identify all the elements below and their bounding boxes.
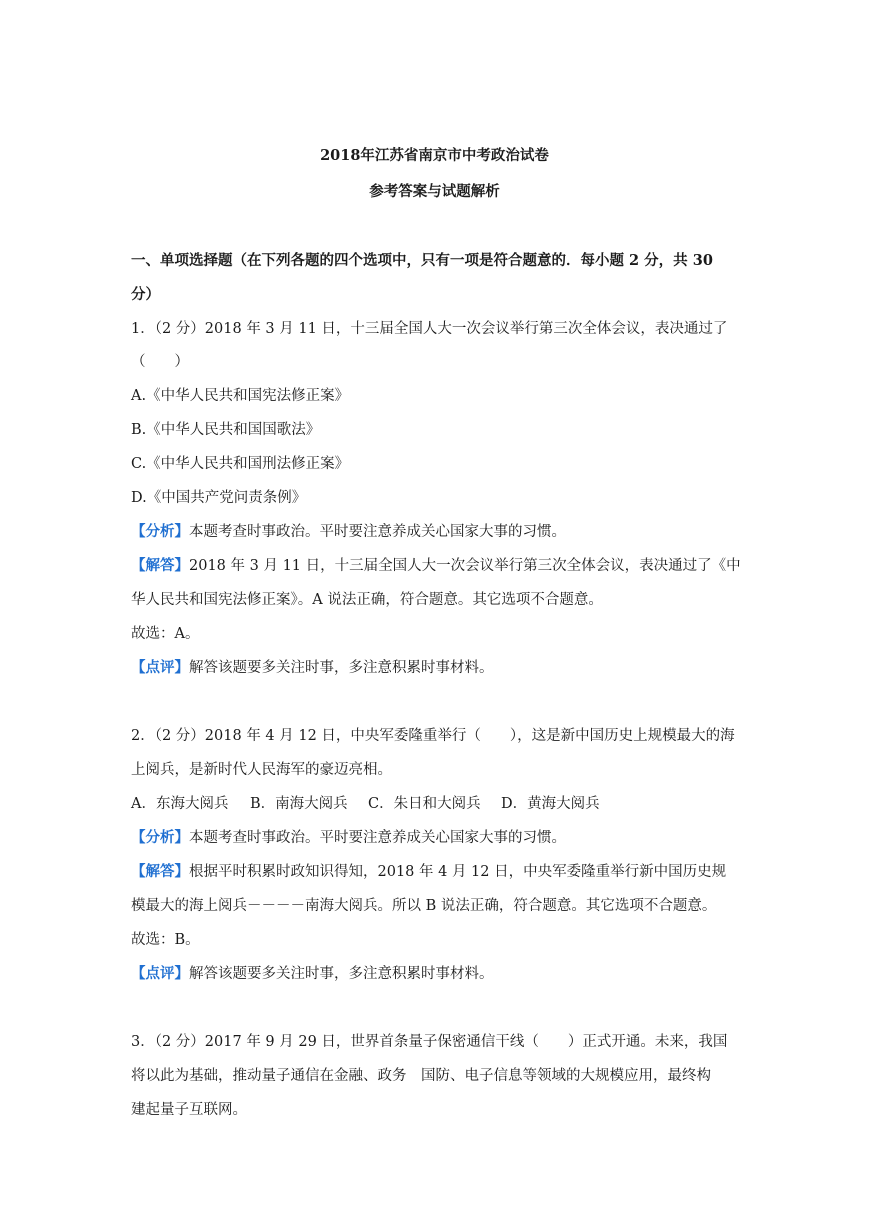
analysis-tag: 【分析】 <box>131 829 189 846</box>
q1-choice: 故选：A。 <box>131 626 200 642</box>
comment-text: 解答该题要多关注时事，多注意积累时事材料。 <box>189 966 494 982</box>
q2-option-d: D．黄海大阅兵 <box>501 796 600 812</box>
q2-option-b: B．南海大阅兵 <box>250 796 348 812</box>
section-heading: 一、单项选择题（在下列各题的四个选项中，只有一项是符合题意的．每小题 2 分，共 30 <box>131 252 713 269</box>
q1-stem: 1．（2 分）2018 年 3 月 11 日，十三届全国人大一次会议举行第三次全体会议，表决通过了 <box>131 321 728 337</box>
q2-stem: 2．（2 分）2018 年 4 月 12 日，中央军委隆重举行（ ），这是新中国历史上规模最大的海 <box>131 728 735 744</box>
q2-analysis <box>131 828 566 848</box>
page-subtitle: 参考答案与试题解析 <box>369 183 500 200</box>
answer-text: 根据平时积累时政知识得知，2018 年 4 月 12 日，中央军委隆重举行新中国历史规 <box>189 864 727 880</box>
answer-text: 2018 年 3 月 11 日，十三届全国人大一次会议举行第三次全体会议，表决通过了《中 <box>189 558 741 574</box>
q2-options <box>131 794 600 814</box>
q3-stem: 3．（2 分）2017 年 9 月 29 日，世界首条量子保密通信干线（ ）正式开通。未来，我国 <box>131 1034 728 1050</box>
analysis-text: 本题考查时事政治。平时要注意养成关心国家大事的习惯。 <box>189 830 566 846</box>
q1-analysis <box>131 522 566 542</box>
q2-answer <box>131 862 726 882</box>
analysis-text: 本题考查时事政治。平时要注意养成关心国家大事的习惯。 <box>189 524 566 540</box>
q1-option-d: D.《中国共产党问责条例》 <box>131 490 307 506</box>
q2-comment <box>131 964 494 984</box>
answer-tag: 【解答】 <box>131 557 189 574</box>
q1-option-b: B.《中华人民共和国国歌法》 <box>131 422 321 438</box>
q1-option-a: A.《中华人民共和国宪法修正案》 <box>131 388 350 404</box>
q3-stem-cont: 将以此为基础，推动量子通信在金融、政务 国防、电子信息等领域的大规模应用，最终构 <box>131 1068 711 1084</box>
q2-stem-cont: 上阅兵，是新时代人民海军的豪迈亮相。 <box>131 762 392 778</box>
q1-answer <box>131 556 741 576</box>
q2-option-c: C．朱日和大阅兵 <box>368 796 481 812</box>
section-heading-cont: 分） <box>131 286 160 303</box>
comment-tag: 【点评】 <box>131 965 189 982</box>
q1-stem-cont: （ ） <box>131 354 189 370</box>
analysis-tag: 【分析】 <box>131 523 189 540</box>
q1-answer-cont: 华人民共和国宪法修正案》。A 说法正确，符合题意。其它选项不合题意。 <box>131 592 603 608</box>
q2-answer-cont: 模最大的海上阅兵－－－－南海大阅兵。所以 B 说法正确，符合题意。其它选项不合题意。 <box>131 898 717 914</box>
q1-option-c: C.《中华人民共和国刑法修正案》 <box>131 456 350 472</box>
q2-choice: 故选：B。 <box>131 932 200 948</box>
q3-stem-cont2: 建起量子互联网。 <box>131 1102 247 1118</box>
comment-tag: 【点评】 <box>131 659 189 676</box>
answer-tag: 【解答】 <box>131 863 189 880</box>
q1-comment <box>131 658 494 678</box>
q2-option-a: A．东海大阅兵 <box>131 796 229 812</box>
page-title: 2018年江苏省南京市中考政治试卷 <box>320 147 549 164</box>
comment-text: 解答该题要多关注时事，多注意积累时事材料。 <box>189 660 494 676</box>
